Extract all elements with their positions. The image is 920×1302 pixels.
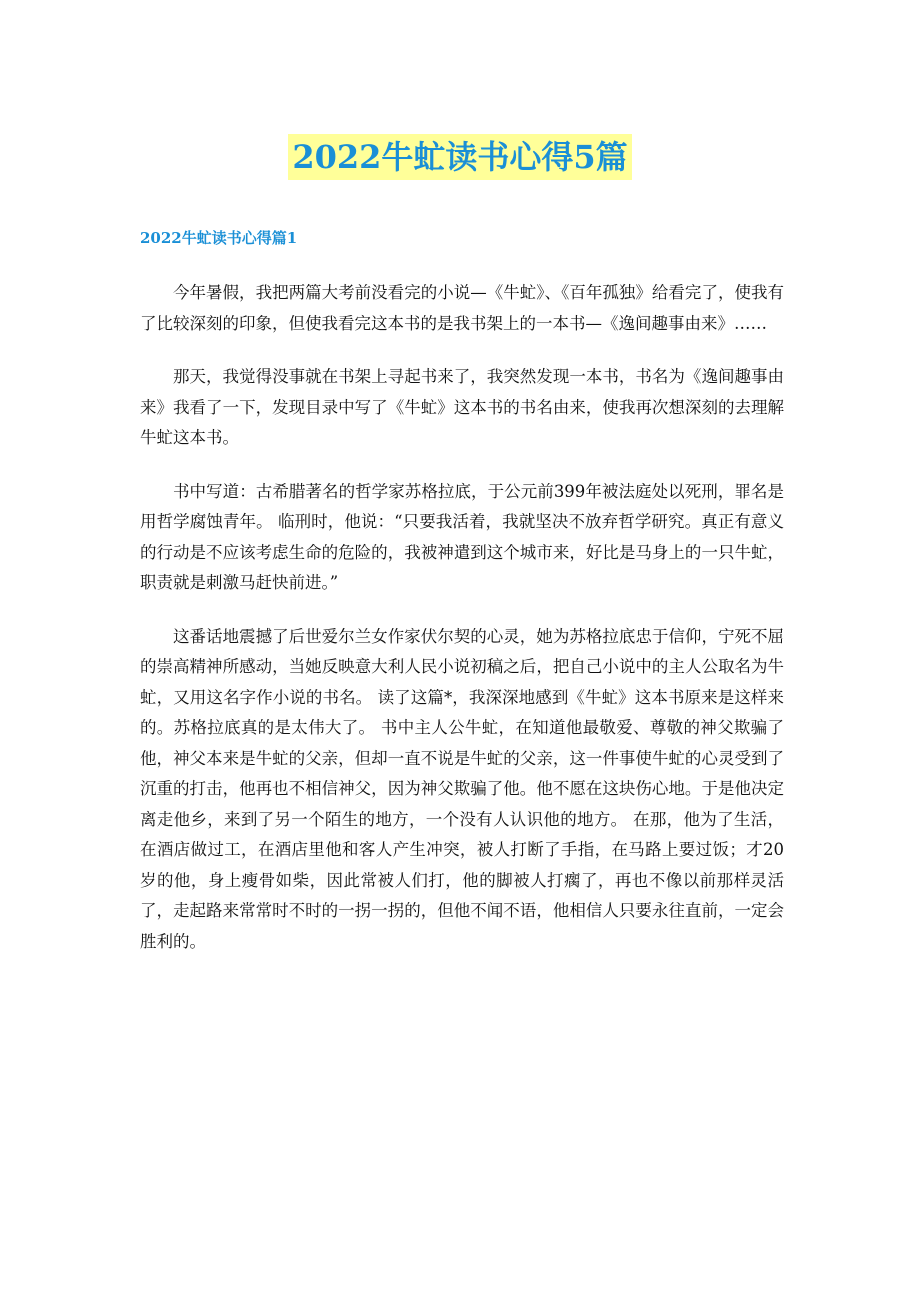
title-container	[0, 134, 920, 180]
document-body	[140, 278, 784, 980]
paragraph-3: 书中写道：古希腊著名的哲学家苏格拉底，于公元前399年被法庭处以死刑，罪名是用哲学腐蚀青年。 临刑时，他说：“只要我活着，我就坚决不放弃哲学研究。真正有意义的行动是不应该考虑生命的危险的，我被神遣到这个城市来，好比是马身上的一只牛虻，职责就是刺激马赶快前进。”	[140, 481, 784, 592]
paragraph-4: 这番话地震撼了后世爱尔兰女作家伏尔契的心灵，她为苏格拉底忠于信仰，宁死不屈的崇高精神所感动，当她反映意大利人民小说初稿之后，把自己小说中的主人公取名为牛虻，又用这名字作小说的书名。 读了这篇*，我深深地感到《牛虻》这本书原来是这样来的。苏格拉底真的是太伟大了。 书中主人公牛虻，在知道他最敬爱、尊敬的神父欺骗了他，神父本来是牛虻的父亲，但却一直不说是牛虻的父亲，这一件事使牛虻的心灵受到了沉重的打击，他再也不相信神父，因为神父欺骗了他。他不愿在这块伤心地。于是他决定离走他乡，来到了另一个陌生的地方，一个没有人认识他的地方。 在那，他为了生活，在酒店做过工，在酒店里他和客人产生冲突，被人打断了手指，在马路上要过饭；才20岁的他，身上瘦骨如柴，因此常被人们打，他的脚被人打瘸了，再也不像以前那样灵活了，走起路来常常时不时的一拐一拐的，但他不闻不语，他相信人只要永往直前，一定会胜利的。	[140, 626, 784, 951]
section-heading: 2022牛虻读书心得篇1	[140, 229, 298, 247]
paragraph-2: 那天，我觉得没事就在书架上寻起书来了，我突然发现一本书，书名为《逸间趣事由来》我看了一下，发现目录中写了《牛虻》这本书的书名由来，使我再次想深刻的去理解牛虻这本书。	[140, 367, 784, 447]
paragraph-1: 今年暑假，我把两篇大考前没看完的小说—《牛虻》、《百年孤独》给看完了，使我有了比较深刻的印象，但使我看完这本书的是我书架上的一本书—《逸间趣事由来》……	[140, 283, 784, 333]
document-title: 2022牛虻读书心得5篇	[288, 134, 631, 180]
